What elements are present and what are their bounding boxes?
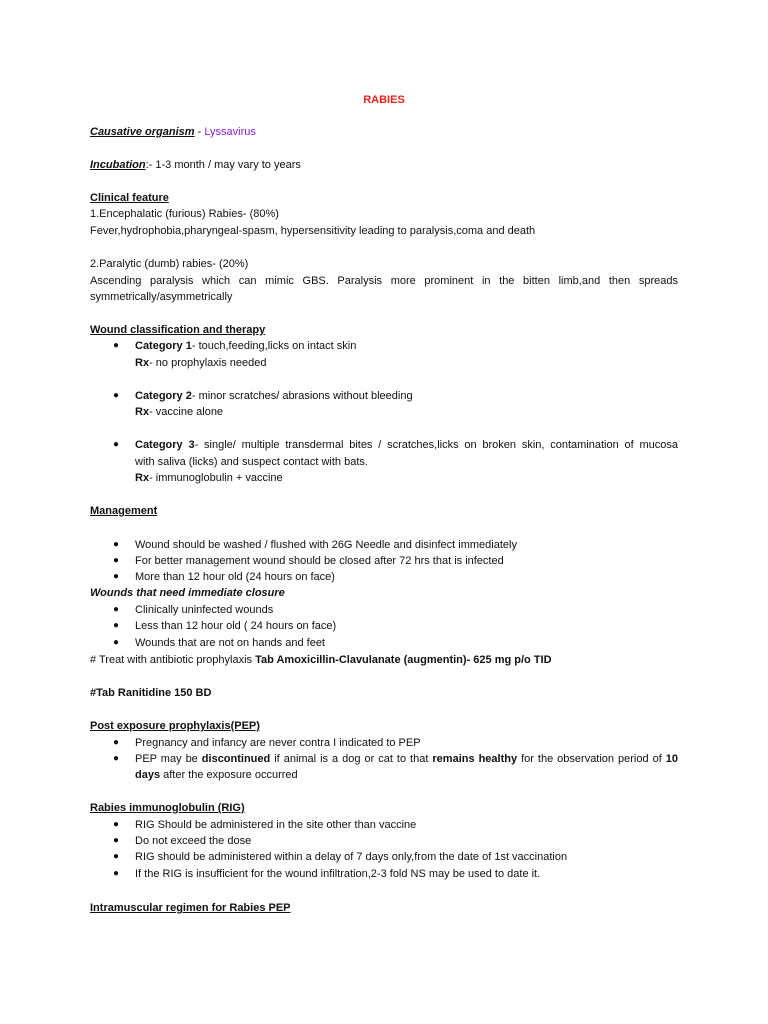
rig-item: If the RIG is insufficient for the wound infiltration,2-3 fold NS may be used to date it. <box>135 868 541 880</box>
rx-label: Rx <box>135 357 150 369</box>
im-regimen-heading: Intramuscular regimen for Rabies PEP <box>90 902 291 914</box>
category-3-text-line2: with saliva (licks) and suspect contact with bats. <box>135 456 368 468</box>
bullet: ● <box>113 539 120 550</box>
category-3-text: - single/ multiple transdermal bites / scratches,licks on broken skin, contamination of mucosa <box>194 439 678 451</box>
pep-item2-text: if animal is a dog or cat to that <box>270 753 433 765</box>
rig-item: RIG should be administered within a delay of 7 days only,from the date of 1st vaccination <box>135 851 568 863</box>
incubation-label: Incubation <box>90 159 146 171</box>
category-3-rx-text: - immunoglobulin + vaccine <box>149 472 283 484</box>
category-2-label: Category 2 <box>135 390 192 402</box>
causative-separator: - <box>194 126 205 138</box>
pep-item-discontinue <box>135 751 678 767</box>
bullet: ● <box>113 620 120 631</box>
closure-item: Wounds that are not on hands and feet <box>135 637 325 649</box>
pep-discontinued: discontinued <box>201 753 271 765</box>
wound-classification-heading: Wound classification and therapy <box>90 324 266 336</box>
category-1-rx-text: - no prophylaxis needed <box>149 357 267 369</box>
bullet: ● <box>113 340 120 351</box>
causative-organism-label: Causative organism <box>90 126 195 138</box>
causative-organism-value: Lyssavirus <box>204 126 256 138</box>
category-2-rx-line <box>135 404 678 420</box>
paralytic-rabies-description-line2: symmetrically/asymmetrically <box>90 291 233 303</box>
rig-heading: Rabies immunoglobulin (RIG) <box>90 802 245 814</box>
bullet: ● <box>113 571 120 582</box>
pep-item2-text: PEP may be <box>135 753 202 765</box>
page-title: RABIES <box>363 94 405 106</box>
causative-organism-line <box>90 124 678 140</box>
pep-ten: 10 <box>665 753 679 765</box>
clinical-feature-heading: Clinical feature <box>90 192 169 204</box>
category-3-label: Category 3 <box>135 439 195 451</box>
closure-item: Less than 12 hour old ( 24 hours on face) <box>135 620 337 632</box>
management-heading: Management <box>90 505 158 517</box>
category-2-text: - minor scratches/ abrasions without bleeding <box>191 390 413 402</box>
bullet: ● <box>113 439 120 450</box>
bullet: ● <box>113 868 120 879</box>
ranitidine-line: #Tab Ranitidine 150 BD <box>90 687 212 699</box>
rig-item: RIG Should be administered in the site other than vaccine <box>135 819 417 831</box>
bullet: ● <box>113 851 120 862</box>
category-1-text: - touch,feeding,licks on intact skin <box>191 340 357 352</box>
bullet: ● <box>113 819 120 830</box>
category-1-line <box>135 338 678 354</box>
antibiotic-prefix: # Treat with antibiotic prophylaxis <box>90 654 256 666</box>
bullet: ● <box>113 737 120 748</box>
pep-item-pregnancy: Pregnancy and infancy are never contra I indicated to PEP <box>135 737 421 749</box>
antibiotic-drug: Tab Amoxicillin-Clavulanate (augmentin)- 625 mg p/o TID <box>255 654 552 666</box>
pep-item-discontinue-line2 <box>135 767 678 783</box>
management-item: More than 12 hour old (24 hours on face) <box>135 571 335 583</box>
category-2-rx-text: - vaccine alone <box>149 406 224 418</box>
pep-heading: Post exposure prophylaxis(PEP) <box>90 720 260 732</box>
bullet: ● <box>113 637 120 648</box>
antibiotic-line <box>90 652 678 668</box>
incubation-value: :- 1-3 month / may vary to years <box>145 159 301 171</box>
paralytic-rabies-description-line1: Ascending paralysis which can mimic GBS. Paralysis more prominent in the bitten limb,and then spreads <box>90 275 678 287</box>
category-3-rx-line <box>135 470 678 486</box>
rig-item: Do not exceed the dose <box>135 835 252 847</box>
category-1-label: Category 1 <box>135 340 192 352</box>
category-2-line <box>135 388 678 404</box>
pep-remains-healthy: remains healthy <box>432 753 518 765</box>
bullet: ● <box>113 604 120 615</box>
category-1-rx-line <box>135 355 678 371</box>
pep-item2-text: after the exposure occurred <box>160 769 298 781</box>
paralytic-rabies-title: 2.Paralytic (dumb) rabies- (20%) <box>90 258 249 270</box>
bullet: ● <box>113 753 120 764</box>
rx-label: Rx <box>135 406 150 418</box>
bullet: ● <box>113 835 120 846</box>
pep-item2-text: for the observation period of <box>517 753 666 765</box>
bullet: ● <box>113 555 120 566</box>
furious-rabies-description: Fever,hydrophobia,pharyngeal-spasm, hypersensitivity leading to paralysis,coma and death <box>90 225 536 237</box>
rx-label: Rx <box>135 472 150 484</box>
furious-rabies-title: 1.Encephalatic (furious) Rabies- (80%) <box>90 208 279 220</box>
pep-days: days <box>135 769 161 781</box>
category-3-line <box>135 437 678 453</box>
management-item: For better management wound should be closed after 72 hrs that is infected <box>135 555 504 567</box>
immediate-closure-heading: Wounds that need immediate closure <box>90 587 285 599</box>
closure-item: Clinically uninfected wounds <box>135 604 274 616</box>
incubation-line <box>90 157 678 173</box>
bullet: ● <box>113 390 120 401</box>
management-item: Wound should be washed / flushed with 26G Needle and disinfect immediately <box>135 539 517 551</box>
